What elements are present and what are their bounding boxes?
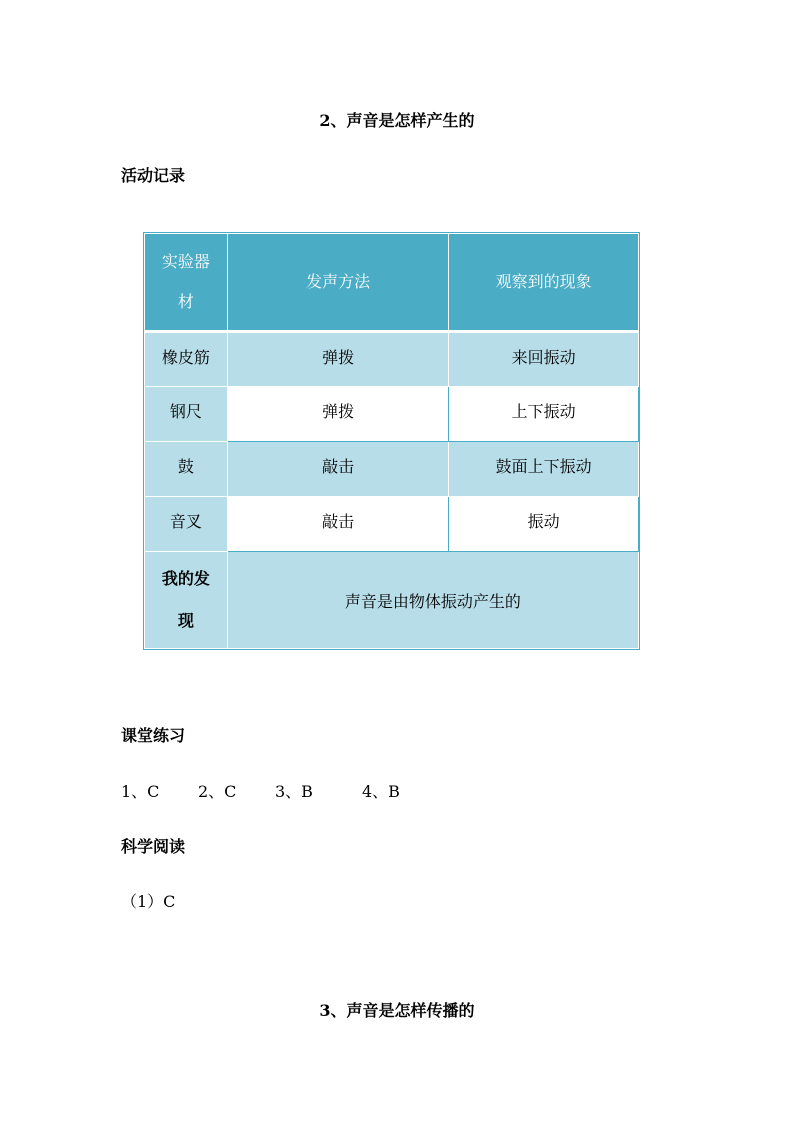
- cell-phenomenon: 上下振动: [449, 387, 639, 442]
- next-section-title: 3、声音是怎样传播的: [319, 1001, 475, 1020]
- cell-method: 弹拨: [227, 332, 448, 387]
- finding-text: 声音是由物体振动产生的: [227, 552, 638, 649]
- cell-method: 敲击: [227, 497, 448, 552]
- table-row: [145, 332, 639, 387]
- cell-method: 弹拨: [227, 387, 448, 442]
- practice-answers: [121, 779, 400, 802]
- header-phenomenon: 观察到的现象: [449, 234, 639, 332]
- finding-row: [145, 552, 639, 649]
- header-method: 发声方法: [227, 234, 448, 332]
- cell-equipment: 钢尺: [145, 387, 228, 442]
- practice-answer: 1、C: [121, 782, 160, 801]
- practice-answer: 4、B: [362, 782, 400, 801]
- reading-heading: 科学阅读: [121, 837, 186, 856]
- header-equipment: 实验器材: [145, 234, 228, 332]
- activity-heading: 活动记录: [121, 166, 186, 185]
- cell-equipment: 橡皮筋: [145, 332, 228, 387]
- table-row: [145, 387, 639, 442]
- reading-answer: （1）C: [121, 892, 176, 911]
- cell-phenomenon: 来回振动: [449, 332, 639, 387]
- cell-phenomenon: 振动: [449, 497, 639, 552]
- finding-label: 我的发现: [145, 552, 228, 649]
- cell-equipment: 音叉: [145, 497, 228, 552]
- practice-answer: 3、B: [275, 782, 313, 801]
- cell-equipment: 鼓: [145, 442, 228, 497]
- table-row: [145, 442, 639, 497]
- activity-record-table: [144, 233, 639, 649]
- table-header-row: [145, 234, 639, 332]
- cell-method: 敲击: [227, 442, 448, 497]
- practice-answer: 2、C: [198, 782, 237, 801]
- section-title: 2、声音是怎样产生的: [319, 111, 475, 130]
- practice-heading: 课堂练习: [121, 726, 186, 745]
- cell-phenomenon: 鼓面上下振动: [449, 442, 639, 497]
- table-row: [145, 497, 639, 552]
